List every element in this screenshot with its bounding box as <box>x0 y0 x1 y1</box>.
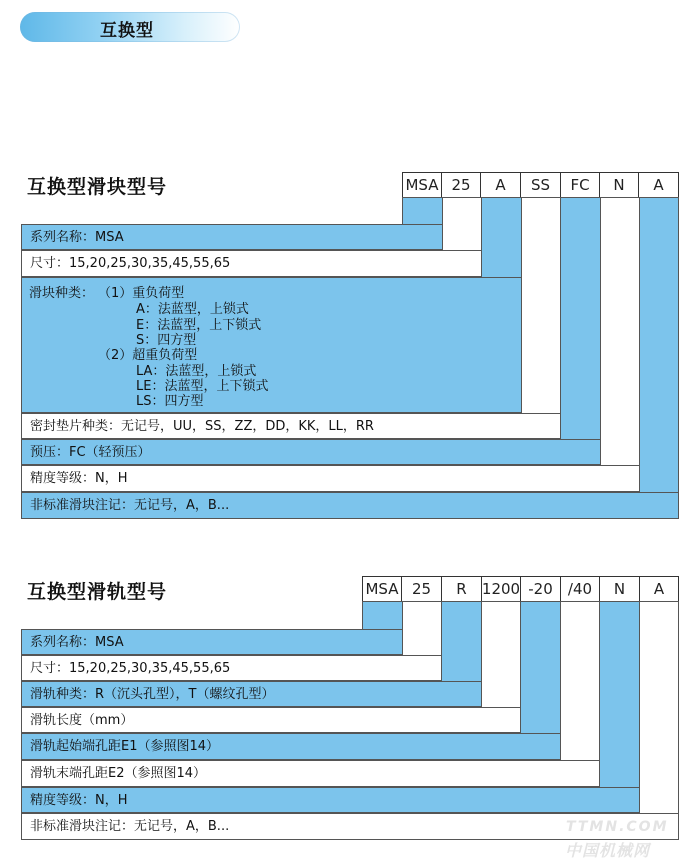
block-row-nonstandard: 非标准滑块注记：无记号，A，B... <box>21 492 679 519</box>
block-code-size: 25 <box>441 172 481 198</box>
block-code-type: A <box>480 172 521 198</box>
rail-bar-nonstandard <box>639 601 679 840</box>
block-code-series: MSA <box>402 172 442 198</box>
type-a: A：法蓝型，上锁式 <box>136 302 249 317</box>
block-code-preload: FC <box>560 172 600 198</box>
rail-row-e1: 滑轨起始端孔距E1（参照图14） <box>21 733 561 760</box>
type-s: S：四方型 <box>136 333 197 348</box>
type-group-1: （1）重负荷型 <box>98 286 185 301</box>
watermark-domain: TTMN.COM <box>566 819 669 835</box>
rail-code-series: MSA <box>362 576 402 602</box>
rail-code-e2: /40 <box>560 576 600 602</box>
block-row-type <box>21 277 522 413</box>
rail-row-length: 滑轨长度（mm） <box>21 707 521 733</box>
rail-row-nonstandard: 非标准滑块注记：无记号，A，B... <box>21 813 679 840</box>
block-row-series: 系列名称：MSA <box>21 224 443 250</box>
rail-bar-accuracy <box>599 601 640 813</box>
block-bar-nonstandard <box>639 197 679 519</box>
block-code-accuracy: N <box>599 172 639 198</box>
rail-row-accuracy: 精度等级：N，H <box>21 787 640 813</box>
block-row-seal: 密封垫片种类：无记号，UU，SS，ZZ，DD，KK，LL，RR <box>21 413 561 439</box>
block-section-title: 互换型滑块型号 <box>27 176 168 198</box>
rail-row-series: 系列名称：MSA <box>21 629 403 655</box>
rail-row-type: 滑轨种类：R（沉头孔型），T（螺纹孔型） <box>21 681 482 707</box>
block-bar-preload <box>560 197 601 465</box>
type-ls: LS：四方型 <box>136 394 204 409</box>
page-title: 互换型 <box>100 21 154 41</box>
rail-code-accuracy: N <box>599 576 640 602</box>
type-label: 滑块种类： <box>29 286 95 301</box>
block-bar-accuracy <box>600 197 640 492</box>
rail-code-length: 1200 <box>481 576 521 602</box>
type-e: E：法蓝型，上下锁式 <box>136 318 262 333</box>
type-la: LA：法蓝型，上锁式 <box>136 364 257 379</box>
rail-row-e2: 滑轨末端孔距E2（参照图14） <box>21 760 600 787</box>
type-le: LE：法蓝型，上下锁式 <box>136 379 269 394</box>
rail-code-e1: -20 <box>520 576 561 602</box>
watermark-name: 中国机械网 <box>565 841 651 860</box>
rail-section-title: 互换型滑轨型号 <box>27 581 168 603</box>
rail-row-size: 尺寸：15,20,25,30,35,45,55,65 <box>21 655 442 681</box>
block-row-accuracy: 精度等级：N，H <box>21 465 640 492</box>
rail-code-type: R <box>441 576 482 602</box>
block-code-nonstandard: A <box>638 172 679 198</box>
block-row-preload: 预压：FC（轻预压） <box>21 439 601 465</box>
rail-code-size: 25 <box>401 576 442 602</box>
rail-code-nonstandard: A <box>639 576 679 602</box>
block-code-seal: SS <box>520 172 561 198</box>
block-bar-seal <box>521 197 561 439</box>
type-group-2: （2）超重负荷型 <box>98 348 198 363</box>
block-row-size: 尺寸：15,20,25,30,35,45,55,65 <box>21 250 482 277</box>
